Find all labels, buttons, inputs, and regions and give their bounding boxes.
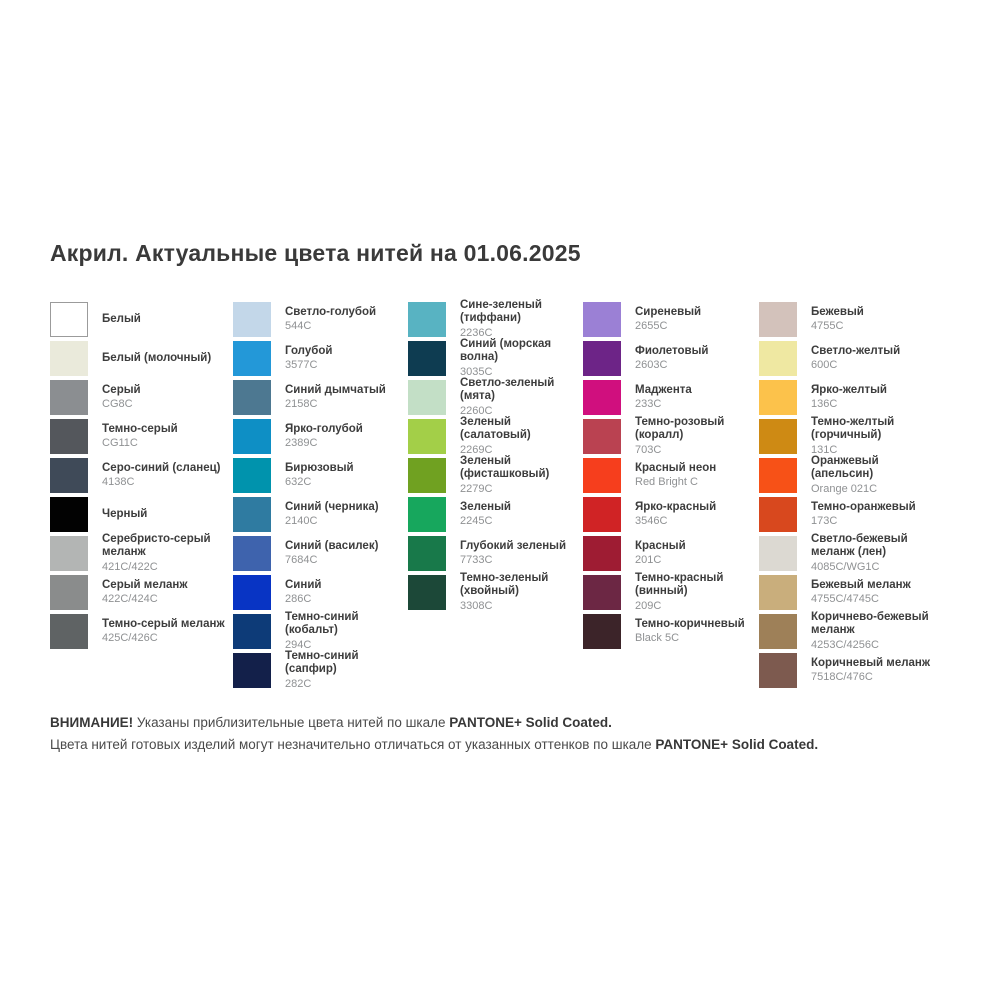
color-row [759, 454, 935, 495]
color-row [583, 380, 759, 415]
color-label [285, 579, 409, 607]
pantone-code: 3035C [460, 365, 493, 378]
color-swatch [233, 341, 271, 376]
color-swatch [233, 302, 271, 337]
color-row [50, 380, 226, 415]
swatch-column-2 [233, 302, 409, 692]
color-row [233, 649, 409, 690]
page-title: Акрил. Актуальные цвета нитей на 01.06.2025 [50, 240, 581, 266]
pantone-code: 209C [635, 599, 662, 612]
color-name: Синий (морская волна) [460, 337, 552, 364]
pantone-code: 4253C/4256C [811, 638, 879, 651]
color-name: Светло-голубой [285, 305, 377, 318]
color-label [635, 384, 759, 412]
color-name: Оранжевый (апельсин) [811, 454, 879, 481]
color-swatch [408, 341, 446, 376]
color-swatch [50, 419, 88, 454]
pantone-code: 632C [285, 476, 312, 489]
color-label [285, 540, 409, 568]
pantone-code: 294C [285, 638, 312, 651]
color-label [102, 352, 226, 366]
color-label [811, 533, 935, 574]
color-row [408, 376, 584, 417]
color-row [583, 497, 759, 532]
color-swatch [233, 653, 271, 688]
color-label [285, 384, 409, 412]
color-swatch [583, 380, 621, 415]
color-swatch [50, 458, 88, 493]
color-swatch [233, 458, 271, 493]
pantone-code: 2140C [285, 515, 318, 528]
color-row [50, 532, 226, 573]
pantone-code: 2655C [635, 320, 668, 333]
color-label [811, 579, 935, 607]
pantone-code: Black 5C [635, 632, 680, 645]
color-swatch [408, 497, 446, 532]
color-name: Коричнево-бежевый меланж [811, 610, 929, 637]
color-name: Темно-зеленый (хвойный) [460, 571, 549, 598]
color-swatch [583, 341, 621, 376]
color-label [460, 416, 584, 457]
color-row [50, 575, 226, 610]
pantone-code: 2389C [285, 437, 318, 450]
color-swatch [50, 302, 88, 337]
color-swatch [583, 458, 621, 493]
pantone-code: 544C [285, 320, 312, 333]
color-label [102, 313, 226, 327]
pantone-code: 422C/424C [102, 593, 158, 606]
color-row [233, 575, 409, 610]
color-name: Темно-коричневый [635, 617, 745, 630]
color-name: Маджента [635, 383, 692, 396]
color-name: Красный неон [635, 461, 717, 474]
color-label [635, 618, 759, 646]
color-name: Светло-желтый [811, 344, 901, 357]
color-row [583, 415, 759, 456]
color-row [233, 341, 409, 376]
color-label [285, 345, 409, 373]
pantone-code: 136C [811, 398, 838, 411]
color-row [583, 302, 759, 337]
pantone-code: 3577C [285, 359, 318, 372]
color-label [102, 423, 226, 451]
pantone-code: 4085C/WG1C [811, 560, 880, 573]
pantone-code: 600C [811, 359, 838, 372]
color-swatch [759, 575, 797, 610]
color-name: Коричневый меланж [811, 656, 931, 669]
color-row [759, 380, 935, 415]
pantone-code: 2279C [460, 482, 493, 495]
color-name: Ярко-желтый [811, 383, 887, 396]
color-row [583, 571, 759, 612]
color-row [759, 302, 935, 337]
color-name: Зеленый [460, 500, 511, 513]
color-name: Темно-розовый (коралл) [635, 415, 725, 442]
color-name: Серебристо-серый меланж [102, 532, 211, 559]
color-label [102, 618, 226, 646]
color-swatch [583, 419, 621, 454]
color-name: Темно-оранжевый [811, 500, 916, 513]
pantone-code: 2260C [460, 404, 493, 417]
color-label [635, 416, 759, 457]
color-swatch [759, 497, 797, 532]
color-swatch [50, 614, 88, 649]
color-label [102, 384, 226, 412]
color-swatch [233, 614, 271, 649]
color-swatch [50, 341, 88, 376]
swatch-column-4 [583, 302, 759, 653]
color-swatch [759, 614, 797, 649]
color-row [583, 341, 759, 376]
color-label [102, 508, 226, 522]
color-swatch [583, 614, 621, 649]
color-swatch [50, 380, 88, 415]
color-swatch [759, 341, 797, 376]
color-name: Глубокий зеленый [460, 539, 567, 552]
pantone-code: 131C [811, 443, 838, 456]
color-label [635, 345, 759, 373]
color-name: Черный [102, 507, 148, 520]
color-row [233, 458, 409, 493]
color-label [460, 299, 584, 340]
swatch-column-5 [759, 302, 935, 692]
color-label [811, 657, 935, 685]
color-swatch [408, 536, 446, 571]
color-label [635, 462, 759, 490]
color-name: Белый [102, 312, 141, 325]
color-swatch [583, 497, 621, 532]
color-row [408, 454, 584, 495]
color-label [635, 306, 759, 334]
color-label [102, 533, 226, 574]
color-label [460, 455, 584, 496]
color-swatch [583, 536, 621, 571]
pantone-code: CG11C [102, 437, 138, 450]
color-row [233, 497, 409, 532]
color-swatch [408, 302, 446, 337]
color-label [460, 501, 584, 529]
color-row [50, 497, 226, 532]
pantone-code: CG8C [102, 398, 133, 411]
pantone-code: 282C [285, 677, 312, 690]
color-row [759, 341, 935, 376]
color-name: Сиреневый [635, 305, 702, 318]
color-swatch [233, 575, 271, 610]
color-label [811, 416, 935, 457]
pantone-code: 4755C/4745C [811, 593, 879, 606]
color-swatch [408, 380, 446, 415]
pantone-code: 173C [811, 515, 838, 528]
color-swatch [408, 575, 446, 610]
pantone-code: 3308C [460, 599, 493, 612]
color-name: Серый [102, 383, 141, 396]
color-row [408, 571, 584, 612]
color-name: Светло-зеленый (мята) [460, 376, 555, 403]
pantone-code: 233C [635, 398, 662, 411]
color-name: Голубой [285, 344, 333, 357]
color-name: Темно-серый меланж [102, 617, 225, 630]
footer-segment: Цвета нитей готовых изделий могут незначительно отличаться от указанных оттенков по шкале [50, 736, 656, 752]
color-row [233, 610, 409, 651]
color-name: Темно-синий (сапфир) [285, 649, 359, 676]
color-row [759, 532, 935, 573]
color-row [408, 298, 584, 339]
color-name: Бирюзовый [285, 461, 354, 474]
pantone-code: 2236C [460, 326, 493, 339]
color-label [285, 462, 409, 490]
footer-line-1 [50, 712, 960, 734]
color-label [635, 540, 759, 568]
pantone-code: 2269C [460, 443, 493, 456]
color-swatch [408, 458, 446, 493]
swatch-column-1 [50, 302, 226, 653]
color-name: Сине-зеленый (тиффани) [460, 298, 542, 325]
color-label [635, 572, 759, 613]
color-row [50, 419, 226, 454]
color-name: Красный [635, 539, 686, 552]
color-label [285, 501, 409, 529]
color-swatch [233, 419, 271, 454]
color-name: Темно-желтый (горчичный) [811, 415, 895, 442]
color-name: Синий [285, 578, 322, 591]
pantone-code: 703C [635, 443, 662, 456]
color-name: Ярко-красный [635, 500, 717, 513]
color-row [583, 536, 759, 571]
color-swatch [233, 497, 271, 532]
color-swatch [408, 419, 446, 454]
color-label [811, 306, 935, 334]
color-name: Зеленый (салатовый) [460, 415, 531, 442]
color-label [811, 611, 935, 652]
pantone-code: 3546C [635, 515, 668, 528]
color-name: Темно-серый [102, 422, 178, 435]
color-row [408, 337, 584, 378]
color-name: Белый (молочный) [102, 351, 212, 364]
color-name: Темно-красный (винный) [635, 571, 724, 598]
color-label [811, 384, 935, 412]
pantone-code: Orange 021C [811, 482, 878, 495]
color-swatch [583, 302, 621, 337]
color-row [408, 497, 584, 532]
color-label [811, 501, 935, 529]
color-name: Серо-синий (сланец) [102, 461, 221, 474]
footer-line-2 [50, 734, 960, 756]
color-row [233, 419, 409, 454]
color-swatch [759, 302, 797, 337]
color-row [759, 610, 935, 651]
footer-segment: PANTONE+ Solid Coated. [449, 715, 612, 730]
pantone-code: 286C [285, 593, 312, 606]
color-name: Фиолетовый [635, 344, 709, 357]
pantone-code: 4755C [811, 320, 844, 333]
color-label [102, 579, 226, 607]
color-row [233, 536, 409, 571]
color-row [408, 415, 584, 456]
pantone-code: 2603C [635, 359, 668, 372]
color-label [811, 455, 935, 496]
color-name: Зеленый (фисташковый) [460, 454, 550, 481]
color-label [635, 501, 759, 529]
color-label [460, 540, 584, 568]
footer-segment: Указаны приблизительные цвета нитей по шкале [133, 715, 450, 730]
color-swatch [759, 419, 797, 454]
color-label [460, 338, 584, 379]
color-swatch [50, 536, 88, 571]
color-name: Бежевый [811, 305, 864, 318]
color-label [285, 611, 409, 652]
color-row [759, 497, 935, 532]
color-label [285, 423, 409, 451]
color-label [102, 462, 226, 490]
pantone-code: 425C/426C [102, 632, 158, 645]
swatch-column-3 [408, 298, 584, 614]
footer-segment: PANTONE+ Solid Coated. [655, 736, 819, 752]
pantone-code: 2158C [285, 398, 318, 411]
color-swatch [233, 380, 271, 415]
color-row [50, 614, 226, 649]
color-swatch [759, 536, 797, 571]
color-row [759, 575, 935, 610]
footer-segment: ВНИМАНИЕ! [50, 715, 134, 730]
color-name: Синий дымчатый [285, 383, 386, 396]
color-name: Светло-бежевый меланж (лен) [811, 532, 908, 559]
pantone-code: 7733C [460, 554, 493, 567]
color-row [50, 458, 226, 493]
color-row [759, 415, 935, 456]
pantone-code: 4138C [102, 476, 135, 489]
color-swatch [233, 536, 271, 571]
color-row [233, 380, 409, 415]
color-swatch [759, 380, 797, 415]
pantone-code: 7518C/476C [811, 671, 873, 684]
color-label [285, 650, 409, 691]
color-swatch [50, 575, 88, 610]
color-row [50, 341, 226, 376]
pantone-code: 2245C [460, 515, 493, 528]
color-name: Синий (черника) [285, 500, 379, 513]
color-row [50, 302, 226, 337]
color-name: Ярко-голубой [285, 422, 363, 435]
color-label [460, 572, 584, 613]
color-name: Темно-синий (кобальт) [285, 610, 359, 637]
color-swatch [759, 458, 797, 493]
pantone-code: 201C [635, 554, 662, 567]
color-row [759, 653, 935, 688]
color-name: Серый меланж [102, 578, 188, 591]
color-label [811, 345, 935, 373]
pantone-code: 7684C [285, 554, 318, 567]
color-name: Синий (василек) [285, 539, 379, 552]
color-swatch [50, 497, 88, 532]
color-swatch [583, 575, 621, 610]
color-row [583, 614, 759, 649]
pantone-code: Red Bright C [635, 476, 698, 489]
color-label [460, 377, 584, 418]
footer-note [50, 712, 960, 755]
color-name: Бежевый меланж [811, 578, 911, 591]
color-row [233, 302, 409, 337]
color-swatch [759, 653, 797, 688]
color-row [583, 458, 759, 493]
color-row [408, 536, 584, 571]
pantone-code: 421C/422C [102, 560, 158, 573]
color-label [285, 306, 409, 334]
